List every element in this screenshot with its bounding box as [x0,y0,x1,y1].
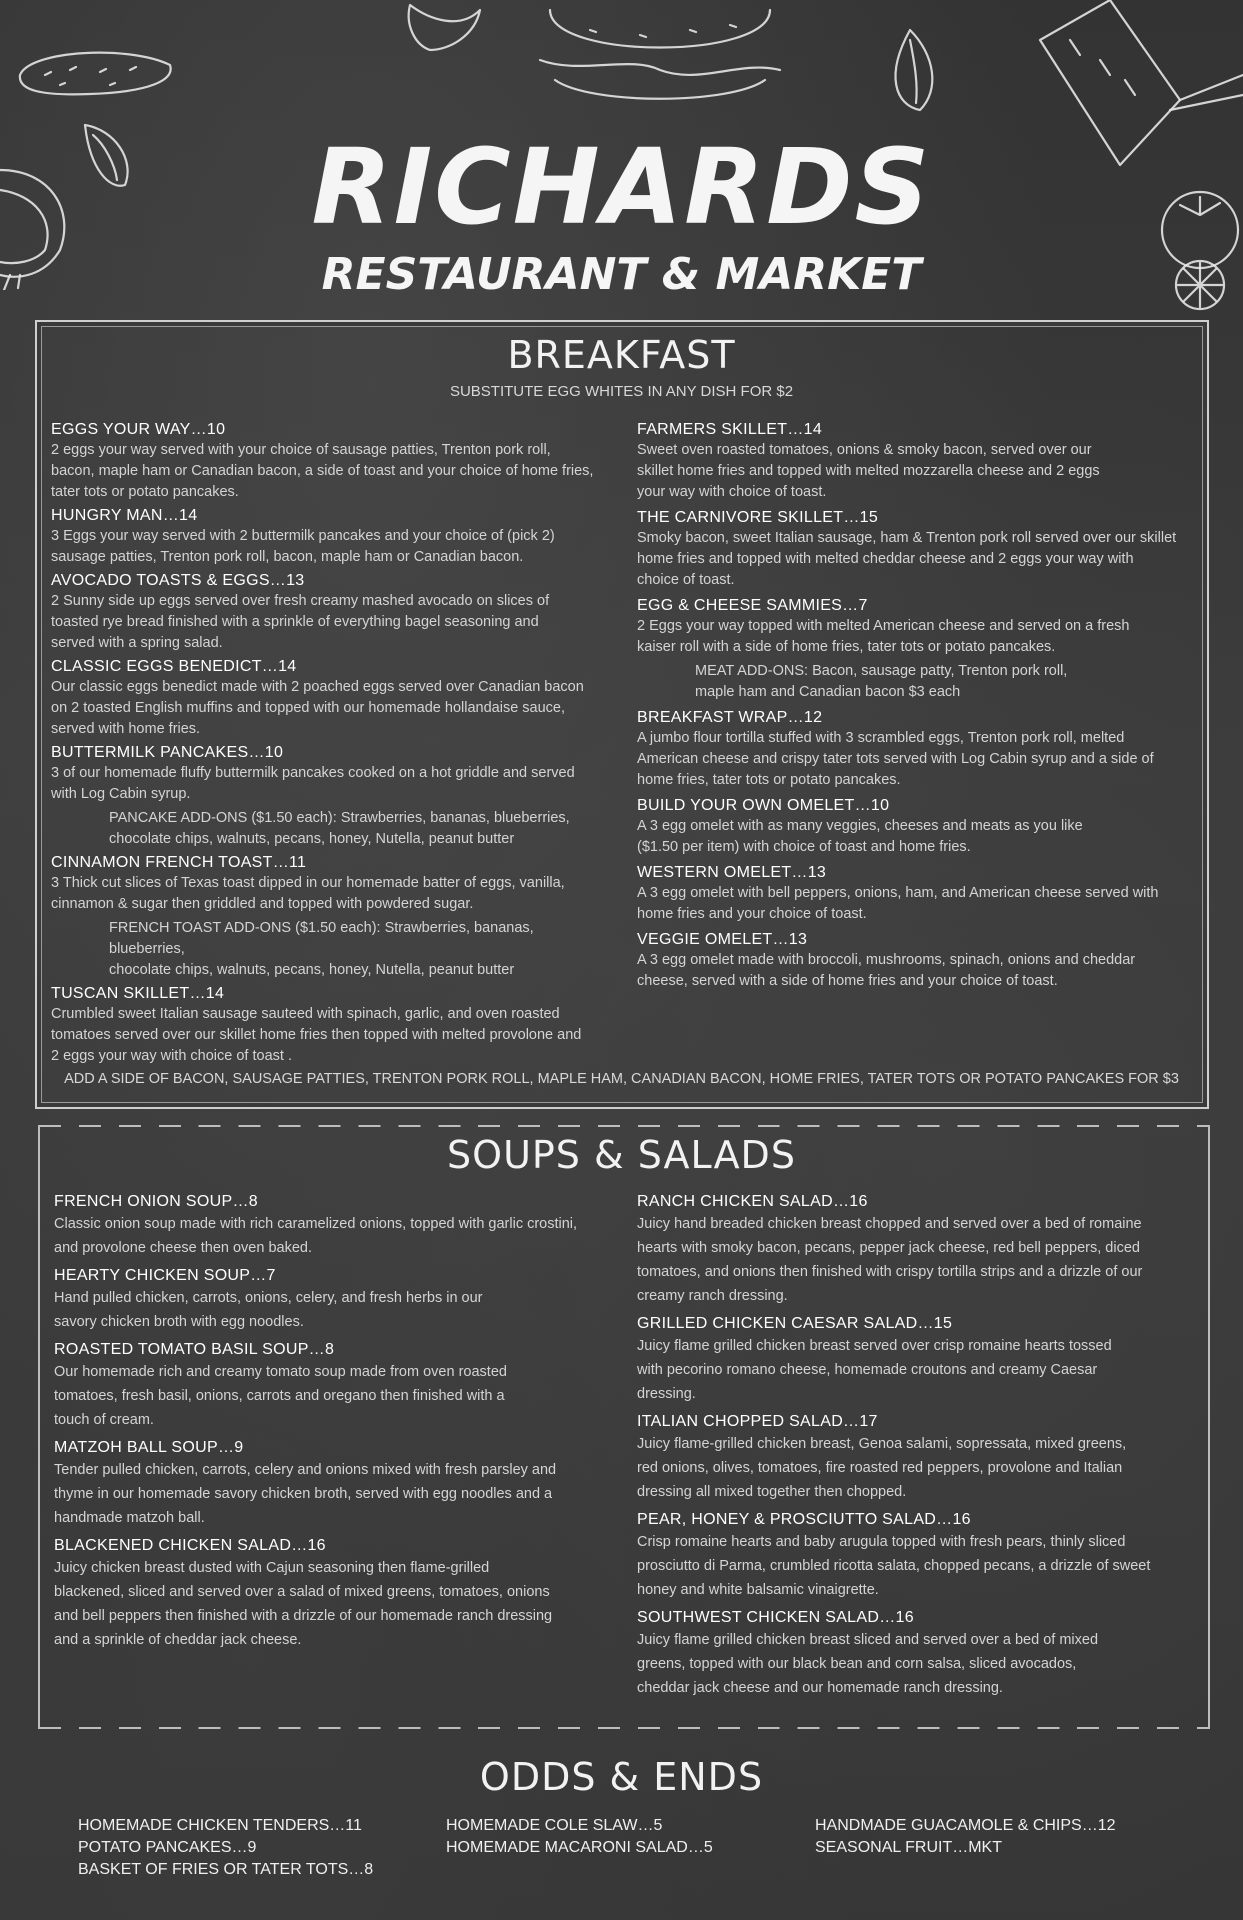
menu-item-name: GRILLED CHICKEN CAESAR SALAD…15 [637,1315,953,1332]
menu-item-description: thyme in our homemade savory chicken broth, served with egg noodles and a [54,1486,553,1502]
menu-item [637,1192,1197,1308]
menu-item-description: Juicy flame-grilled chicken breast, Genoa salami, sopressata, mixed greens, [637,1436,1127,1452]
menu-item-description: 3 Thick cut slices of Texas toast dipped in our homemade batter of eggs, vanilla, [51,875,565,891]
menu-item-name: ITALIAN CHOPPED SALAD…17 [637,1413,878,1430]
menu-item-description: toasted rye bread finished with a sprinkle of everything bagel seasoning and [51,614,539,630]
menu-item-description: 2 Eggs your way topped with melted American cheese and served on a fresh [637,618,1130,634]
menu-item-description: home fries and topped with melted cheddar cheese and 2 eggs your way with [637,551,1134,567]
menu-item-name: MATZOH BALL SOUP…9 [54,1439,244,1456]
menu-item-description: your way with choice of toast. [637,484,827,500]
menu-item-description: Juicy chicken breast dusted with Cajun seasoning then flame-grilled [54,1560,490,1576]
menu-item-name: HEARTY CHICKEN SOUP…7 [54,1267,276,1284]
menu-item-name: SOUTHWEST CHICKEN SALAD…16 [637,1609,914,1626]
menu-item-description: Juicy flame grilled chicken breast sliced and served over a bed of mixed [637,1632,1099,1648]
menu-item [637,596,1197,703]
menu-item [637,708,1197,791]
menu-item-description: hearts with smoky bacon, pecans, pepper jack cheese, red bell peppers, diced [637,1240,1140,1256]
burger-icon [530,0,790,110]
breakfast-right-column [637,420,1197,992]
addon-line: maple ham and Canadian bacon $3 each [695,684,961,700]
menu-item-description: and provolone cheese then oven baked. [54,1240,312,1256]
menu-item-description: Classic onion soup made with rich caramelized onions, topped with garlic crostini, [54,1216,578,1232]
menu-item-description: A jumbo flour tortilla stuffed with 3 scrambled eggs, Trenton pork roll, melted [637,730,1125,746]
menu-item-name: BUTTERMILK PANCAKES…10 [51,744,284,761]
menu-item-description: kaiser roll with a side of home fries, tater tots or potato pancakes. [637,639,1056,655]
addon-line: FRENCH TOAST ADD-ONS ($1.50 each): Strawberries, bananas, blueberries, [109,920,534,957]
menu-item [637,1412,1197,1504]
menu-item-description: touch of cream. [54,1412,154,1428]
menu-item-name: ROASTED TOMATO BASIL SOUP…8 [54,1341,335,1358]
menu-item-description: Our homemade rich and creamy tomato soup made from oven roasted [54,1364,507,1380]
menu-item-description: Smoky bacon, sweet Italian sausage, ham & Trenton pork roll served over our skillet [637,530,1177,546]
menu-item-name: FRENCH ONION SOUP…8 [54,1193,258,1210]
menu-item [51,853,611,981]
menu-item [637,420,1197,503]
menu-item [51,743,611,850]
menu-item [51,984,611,1067]
menu-item-description: A 3 egg omelet with bell peppers, onions, ham, and American cheese served with [637,885,1159,901]
restaurant-name: RICHARDS [311,126,932,248]
odds-ends-item: POTATO PANCAKES…9 [78,1839,257,1856]
menu-item-description: dressing all mixed together then chopped. [637,1484,907,1500]
menu-item-description: with pecorino romano cheese, homemade croutons and creamy Caesar [637,1362,1098,1378]
addon-line: chocolate chips, walnuts, pecans, honey, Nutella, peanut butter [109,831,515,847]
menu-item [51,571,611,654]
menu-item-name: VEGGIE OMELET…13 [637,931,808,948]
menu-item-description: with Log Cabin syrup. [51,786,191,802]
menu-item-addons [51,808,611,850]
odds-ends-heading: ODDS & ENDS [479,1755,764,1799]
breakfast-left-column [51,420,611,1067]
garlic-clove-icon [880,25,950,115]
addon-line: chocolate chips, walnuts, pecans, honey, Nutella, peanut butter [109,962,515,978]
menu-item-description: honey and white balsamic vinaigrette. [637,1582,879,1598]
menu-item-name: THE CARNIVORE SKILLET…15 [637,509,879,526]
menu-item-name: AVOCADO TOASTS & EGGS…13 [51,572,305,589]
menu-item-description: Sweet oven roasted tomatoes, onions & smoky bacon, served over our [637,442,1092,458]
menu-item-description: served with a spring salad. [51,635,223,651]
menu-item-description: 2 Sunny side up eggs served over fresh creamy mashed avocado on slices of [51,593,550,609]
menu-item-name: CINNAMON FRENCH TOAST…11 [51,854,307,871]
menu-item-addons [51,918,611,981]
menu-item-description: Crisp romaine hearts and baby arugula topped with fresh pears, thinly sliced [637,1534,1126,1550]
menu-item-description: Crumbled sweet Italian sausage sauteed with spinach, garlic, and oven roasted [51,1006,560,1022]
breakfast-sides-note: ADD A SIDE OF BACON, SAUSAGE PATTIES, TRENTON PORK ROLL, MAPLE HAM, CANADIAN BACON, HOME FRIES, TATER TOTS OR POTATO PANCAKES FOR $3 [64,1071,1179,1087]
restaurant-tagline: RESTAURANT & MARKET [321,249,922,300]
menu-item [637,508,1197,591]
menu-item-description: bacon, maple ham or Canadian bacon, a side of toast and your choice of home fries, [51,463,594,479]
menu-item-description: 2 eggs your way with choice of toast . [51,1048,292,1064]
menu-item-description: choice of toast. [637,572,735,588]
menu-item-description: red onions, olives, tomatoes, fire roasted red peppers, provolone and Italian [637,1460,1123,1476]
odds-ends-item: SEASONAL FRUIT…MKT [815,1839,1002,1856]
odds-ends-column-2 [446,1815,713,1859]
menu-item [51,420,611,503]
menu-item-description: and bell peppers then finished with a drizzle of our homemade ranch dressing [54,1608,553,1624]
menu-item [637,863,1197,925]
menu-item-description: tomatoes served over our skillet home fries then topped with melted provolone and [51,1027,582,1043]
menu-item-description: skillet home fries and topped with melted mozzarella cheese and 2 eggs [637,463,1100,479]
menu-item-name: BUILD YOUR OWN OMELET…10 [637,797,890,814]
menu-item-description: American cheese and crispy tater tots served with Log Cabin syrup and a side of [637,751,1154,767]
menu-item-description: and a sprinkle of cheddar jack cheese. [54,1632,302,1648]
menu-item-description: 3 of our homemade fluffy buttermilk pancakes cooked on a hot griddle and served [51,765,575,781]
menu-item [54,1536,614,1652]
odds-ends-item: HANDMADE GUACAMOLE & CHIPS…12 [815,1817,1116,1834]
menu-item [637,1608,1197,1700]
garlic-clove-icon [390,0,490,60]
menu-item-description: 3 Eggs your way served with 2 buttermilk pancakes and your choice of (pick 2) [51,528,555,544]
menu-item-description: savory chicken broth with egg noodles. [54,1314,304,1330]
odds-ends-column-1 [78,1815,373,1881]
menu-item [51,506,611,568]
menu-item-description: handmade matzoh ball. [54,1510,205,1526]
menu-item-addons [637,661,1197,703]
menu-item-description: greens, topped with our black bean and corn salsa, sliced avocados, [637,1656,1077,1672]
menu-item-description: cinnamon & sugar then griddled and topped with powdered sugar. [51,896,474,912]
odds-ends-item: HOMEMADE COLE SLAW…5 [446,1817,663,1834]
breakfast-egg-white-note: SUBSTITUTE EGG WHITES IN ANY DISH FOR $2 [449,383,794,400]
menu-item-name: EGG & CHEESE SAMMIES…7 [637,597,868,614]
menu-item-description: tater tots or potato pancakes. [51,484,239,500]
menu-item-description: Hand pulled chicken, carrots, onions, celery, and fresh herbs in our [54,1290,483,1306]
menu-item-description: creamy ranch dressing. [637,1288,788,1304]
pickle-icon [10,30,180,110]
menu-item-description: dressing. [637,1386,696,1402]
menu-item-name: TUSCAN SKILLET…14 [51,985,225,1002]
menu-item-description: home fries and your choice of toast. [637,906,867,922]
menu-item-description: cheese, served with a side of home fries and your choice of toast. [637,973,1058,989]
menu-item-name: RANCH CHICKEN SALAD…16 [637,1193,868,1210]
menu-item [637,930,1197,992]
menu-item-description: blackened, sliced and served over a salad of mixed greens, tomatoes, onions [54,1584,550,1600]
menu-item [54,1266,614,1334]
breakfast-heading: BREAKFAST [507,333,736,377]
menu-item-name: CLASSIC EGGS BENEDICT…14 [51,658,297,675]
menu-item-name: EGGS YOUR WAY…10 [51,421,226,438]
menu-item-description: 2 eggs your way served with your choice of sausage patties, Trenton pork roll, [51,442,551,458]
menu-item-description: Our classic eggs benedict made with 2 poached eggs served over Canadian bacon [51,679,584,695]
soups-left-column [54,1192,614,1652]
odds-ends-item: HOMEMADE MACARONI SALAD…5 [446,1839,713,1856]
addon-line: MEAT ADD-ONS: Bacon, sausage patty, Trenton pork roll, [695,663,1068,679]
menu-item [637,1314,1197,1406]
menu-item-name: FARMERS SKILLET…14 [637,421,823,438]
menu-item-description: tomatoes, fresh basil, onions, carrots and oregano then finished with a [54,1388,505,1404]
menu-item-name: BREAKFAST WRAP…12 [637,709,823,726]
menu-item-description: ($1.50 per item) with choice of toast and home fries. [637,839,971,855]
menu-item [637,796,1197,858]
menu-item-description: A 3 egg omelet with as many veggies, cheeses and meats as you like [637,818,1083,834]
menu-item [54,1192,614,1260]
menu-item [51,657,611,740]
menu-item-description: cheddar jack cheese and our homemade ranch dressing. [637,1680,1003,1696]
menu-item-description: Tender pulled chicken, carrots, celery and onions mixed with fresh parsley and [54,1462,557,1478]
menu-item-description: A 3 egg omelet made with broccoli, mushrooms, spinach, onions and cheddar [637,952,1136,968]
menu-item-description: home fries, tater tots or potato pancakes. [637,772,901,788]
odds-ends-item: HOMEMADE CHICKEN TENDERS…11 [78,1817,362,1834]
menu-item [54,1340,614,1432]
soups-salads-heading: SOUPS & SALADS [447,1133,796,1177]
menu-item-description: served with home fries. [51,721,201,737]
menu-item-description: tomatoes, and onions then finished with crispy tortilla strips and a drizzle of our [637,1264,1143,1280]
menu-item-name: WESTERN OMELET…13 [637,864,827,881]
menu-item-description: on 2 toasted English muffins and topped with our homemade hollandaise sauce, [51,700,566,716]
menu-item [637,1510,1197,1602]
menu-item-name: BLACKENED CHICKEN SALAD…16 [54,1537,326,1554]
addon-line: PANCAKE ADD-ONS ($1.50 each): Strawberries, bananas, blueberries, [109,810,570,826]
menu-item-name: PEAR, HONEY & PROSCIUTTO SALAD…16 [637,1511,971,1528]
menu-item [54,1438,614,1530]
menu-item-description: prosciutto di Parma, crumbled ricotta salata, chopped pecans, a drizzle of sweet [637,1558,1151,1574]
odds-ends-item: BASKET OF FRIES OR TATER TOTS…8 [78,1861,374,1878]
menu-item-name: HUNGRY MAN…14 [51,507,198,524]
salads-right-column [637,1192,1197,1700]
menu-item-description: Juicy hand breaded chicken breast chopped and served over a bed of romaine [637,1216,1142,1232]
menu-item-description: Juicy flame grilled chicken breast served over crisp romaine hearts tossed [637,1338,1112,1354]
odds-ends-column-3 [815,1815,1116,1859]
menu-item-description: sausage patties, Trenton pork roll, bacon, maple ham or Canadian bacon. [51,549,524,565]
